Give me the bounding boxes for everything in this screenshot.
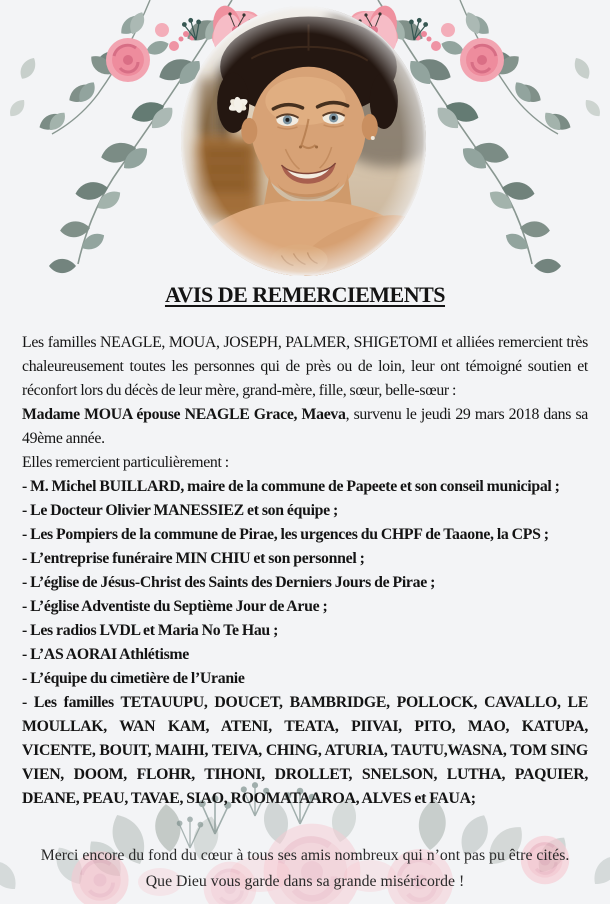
portrait-photo	[181, 6, 426, 276]
thanks-lead: Elles remercient particulièrement :	[22, 454, 229, 471]
thanks-item-9: - L’équipe du cimetière de l’Uranie	[22, 670, 245, 687]
closing-line-2: Que Dieu vous garde dans sa grande miséricorde !	[145, 873, 465, 890]
intro-paragraph: Les familles NEAGLE, MOUA, JOSEPH, PALMER, SHIGETOMI et alliées remercient très chaleureusement toutes les personnes qui de près ou de loin, leur ont témoigné soutien et réconfort lors du décès de leur mère, grand-mère, fille, sœur, belle-sœur :	[22, 334, 588, 399]
deceased-details: , survenu le jeudi 29 mars 2018 dans sa 49ème année.	[22, 406, 588, 447]
closing-message	[0, 843, 610, 895]
deceased-line	[22, 403, 588, 451]
thanks-item-4: - L’entreprise funéraire MIN CHIU et son personnel ;	[22, 550, 365, 567]
deceased-name: Madame MOUA épouse NEAGLE Grace, Maeva	[22, 406, 346, 423]
thanks-item-1: - M. Michel BUILLARD, maire de la commune de Papeete et son conseil municipal ;	[22, 478, 560, 495]
thanks-item-6: - L’église Adventiste du Septième Jour de Arue ;	[22, 598, 328, 615]
notice-body	[22, 331, 588, 811]
thanks-item-3: - Les Pompiers de la commune de Pirae, les urgences du CHPF de Taaone, la CPS ;	[22, 526, 549, 543]
closing-line-1: Merci encore du fond du cœur à tous ses amis nombreux qui n’ont pas pu être cités.	[40, 847, 570, 864]
thanks-item-7: - Les radios LVDL et Maria No Te Hau ;	[22, 622, 279, 639]
page-title: AVIS DE REMERCIEMENTS	[164, 282, 446, 307]
portrait-illustration	[181, 6, 426, 276]
thanks-item-5: - L’église de Jésus-Christ des Saints des Derniers Jours de Pirae ;	[22, 574, 436, 591]
thanks-item-families: - Les familles TETAUUPU, DOUCET, BAMBRIDGE, POLLOCK, CAVALLO, LE MOULLAK, WAN KAM, ATENI, TEATA, PIIVAI, PITO, MAO, KATUPA, VICENTE, BOUIT, MAIHI, TEIVA, CHING, ATURIA, TAUTU,WASNA, TOM SING VIEN, DOOM, FLOHR, TIHONI, DROLLET, SNELSON, LUTHA, PAQUIER, DEANE, PEAU, TAVAE, SIAO, ROOMATAAROA, ALVES et FAUA;	[22, 694, 588, 807]
thanks-item-8: - L’AS AORAI Athlétisme	[22, 646, 189, 663]
thanks-item-2: - Le Docteur Olivier MANESSIEZ et son équipe ;	[22, 502, 338, 519]
